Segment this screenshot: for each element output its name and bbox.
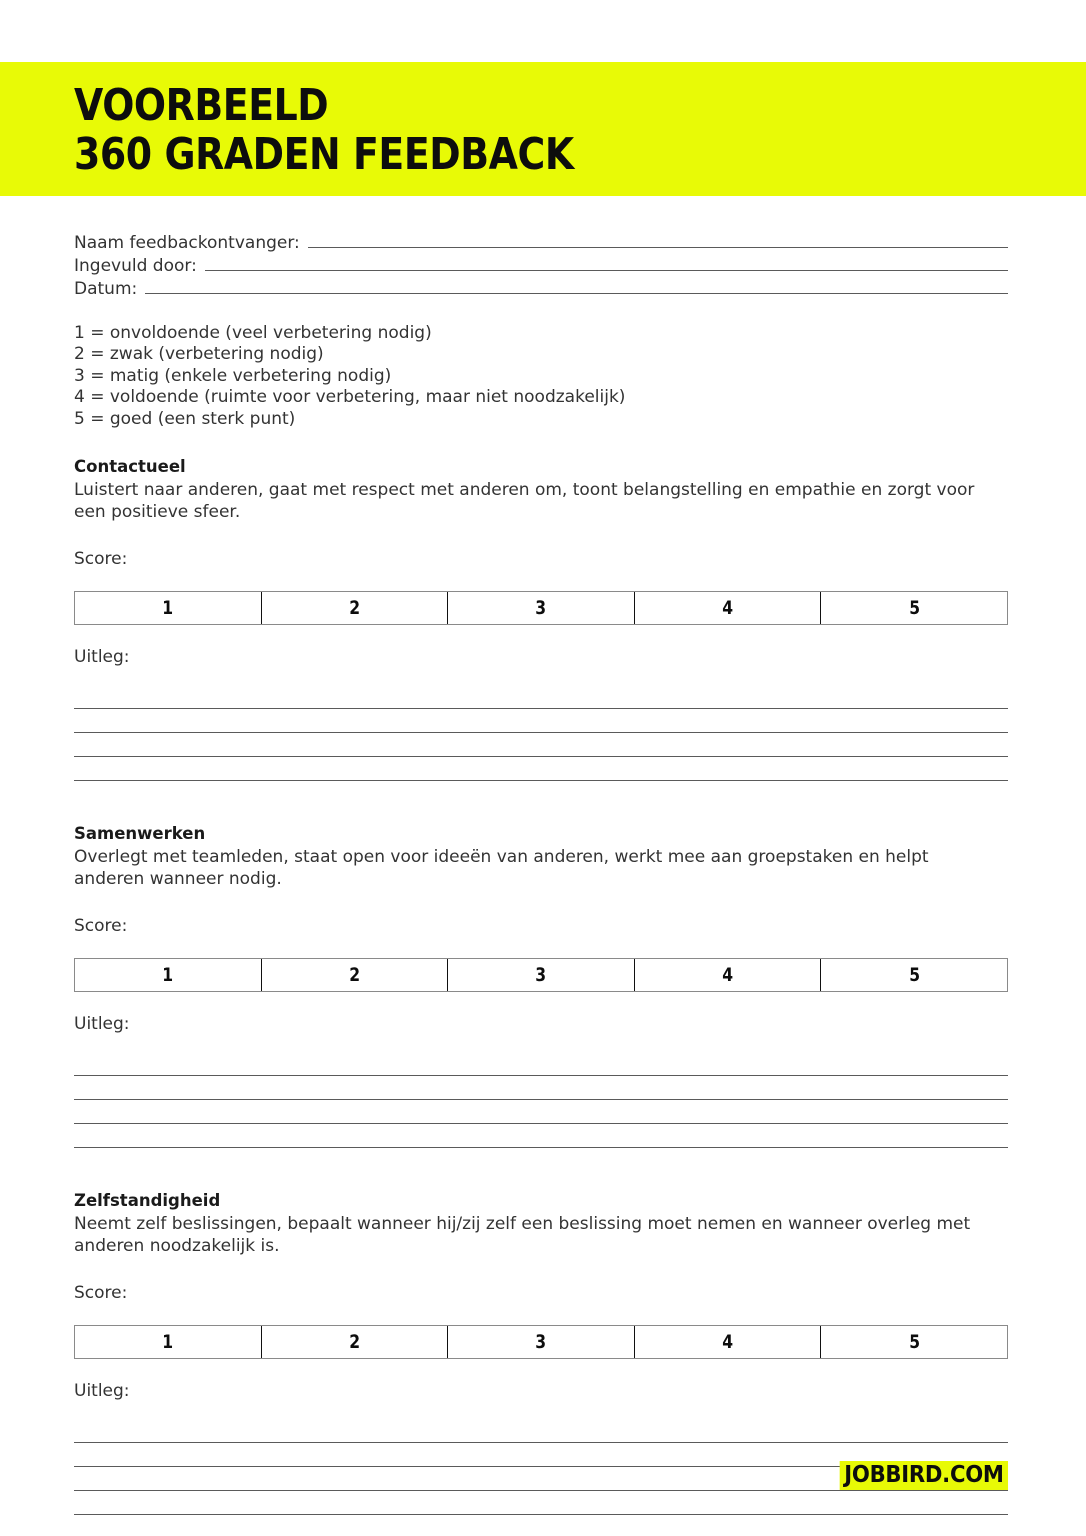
write-line[interactable] <box>74 709 1008 733</box>
score-option-3-samenwerken[interactable] <box>448 959 635 991</box>
score-option-label: 4 <box>722 964 733 987</box>
uitleg-label-samenwerken: Uitleg: <box>74 1014 130 1035</box>
score-option-label: 3 <box>535 1331 547 1354</box>
legend-item-5: 5 = goed (een sterk punt) <box>74 408 296 429</box>
score-option-label: 3 <box>535 597 547 620</box>
uitleg-label-contactueel: Uitleg: <box>74 647 130 668</box>
rating-scale-legend <box>74 323 1008 431</box>
score-option-label: 4 <box>722 597 733 620</box>
score-option-1-zelfstandigheid[interactable] <box>75 1326 262 1358</box>
competency-section-samenwerken <box>74 823 1008 1148</box>
score-option-2-zelfstandigheid[interactable] <box>262 1326 449 1358</box>
score-option-label: 3 <box>535 964 547 987</box>
score-option-4-contactueel[interactable] <box>635 592 822 624</box>
write-line[interactable] <box>74 1076 1008 1100</box>
jobbird-logo[interactable]: JOBBIRD.COM <box>839 1461 1008 1490</box>
field-input-ingevuld-door[interactable] <box>205 270 1008 271</box>
score-option-5-zelfstandigheid[interactable] <box>821 1326 1007 1358</box>
score-option-label: 2 <box>348 1331 360 1354</box>
write-line[interactable] <box>74 685 1008 709</box>
field-input-datum[interactable] <box>145 293 1008 294</box>
section-description-contactueel: Luistert naar anderen, gaat met respect met anderen om, toont belangstelling en empathie en zorgt voor een positieve sfeer. <box>74 480 975 523</box>
score-option-label: 2 <box>348 964 360 987</box>
write-line[interactable] <box>74 1491 1008 1515</box>
field-label-ingevuld-door: Ingevuld door: <box>74 255 197 276</box>
score-option-2-contactueel[interactable] <box>262 592 449 624</box>
header-banner <box>0 62 1086 196</box>
score-option-3-zelfstandigheid[interactable] <box>448 1326 635 1358</box>
write-line[interactable] <box>74 757 1008 781</box>
score-option-4-zelfstandigheid[interactable] <box>635 1326 822 1358</box>
section-description-samenwerken: Overlegt met teamleden, staat open voor ideeën van anderen, werkt mee aan groepstaken en helpt anderen wanneer nodig. <box>74 847 929 890</box>
score-table-contactueel <box>74 591 1008 625</box>
recipient-meta-fields <box>74 230 1008 299</box>
section-title-samenwerken: Samenwerken <box>74 824 206 844</box>
score-table-samenwerken <box>74 958 1008 992</box>
score-option-1-samenwerken[interactable] <box>75 959 262 991</box>
score-option-1-contactueel[interactable] <box>75 592 262 624</box>
write-line[interactable] <box>74 1100 1008 1124</box>
uitleg-label-zelfstandigheid: Uitleg: <box>74 1381 130 1402</box>
field-row-naam <box>74 230 1008 253</box>
legend-item-1: 1 = onvoldoende (veel verbetering nodig) <box>74 322 432 343</box>
score-option-5-contactueel[interactable] <box>821 592 1007 624</box>
write-line[interactable] <box>74 1419 1008 1443</box>
score-option-label: 4 <box>722 1331 733 1354</box>
document-body <box>0 230 1086 1516</box>
page-top-margin <box>0 0 1086 62</box>
section-title-zelfstandigheid: Zelfstandigheid <box>74 1191 221 1211</box>
section-title-contactueel: Contactueel <box>74 457 186 477</box>
field-row-ingevuld-door <box>74 253 1008 276</box>
field-input-naam[interactable] <box>308 247 1008 248</box>
score-option-2-samenwerken[interactable] <box>262 959 449 991</box>
score-option-5-samenwerken[interactable] <box>821 959 1007 991</box>
field-label-naam: Naam feedbackontvanger: <box>74 232 300 253</box>
score-option-label: 1 <box>162 1331 174 1354</box>
field-label-datum: Datum: <box>74 278 138 299</box>
legend-item-2: 2 = zwak (verbetering nodig) <box>74 344 324 365</box>
write-line[interactable] <box>74 1052 1008 1076</box>
page-title-line-2: 360 GRADEN FEEDBACK <box>74 128 574 180</box>
score-table-zelfstandigheid <box>74 1325 1008 1359</box>
section-description-zelfstandigheid: Neemt zelf beslissingen, bepaalt wanneer hij/zij zelf een beslissing moet nemen en wanneer overleg met anderen noodzakelijk is. <box>74 1214 971 1257</box>
competency-section-contactueel <box>74 456 1008 781</box>
score-option-4-samenwerken[interactable] <box>635 959 822 991</box>
legend-item-4: 4 = voldoende (ruimte voor verbetering, maar niet noodzakelijk) <box>74 387 626 408</box>
score-option-label: 5 <box>908 964 920 987</box>
legend-item-3: 3 = matig (enkele verbetering nodig) <box>74 365 392 386</box>
score-option-label: 5 <box>908 1331 920 1354</box>
score-option-label: 1 <box>162 597 174 620</box>
score-label-contactueel: Score: <box>74 549 128 570</box>
uitleg-input-contactueel[interactable] <box>74 685 1008 781</box>
score-label-zelfstandigheid: Score: <box>74 1283 128 1304</box>
page-footer <box>825 1461 1008 1490</box>
page-title-line-1: VOORBEELD <box>74 80 329 131</box>
score-option-label: 5 <box>908 597 920 620</box>
field-row-datum <box>74 276 1008 299</box>
write-line[interactable] <box>74 733 1008 757</box>
write-line[interactable] <box>74 1124 1008 1148</box>
score-option-3-contactueel[interactable] <box>448 592 635 624</box>
score-option-label: 2 <box>348 597 360 620</box>
score-option-label: 1 <box>162 964 174 987</box>
score-label-samenwerken: Score: <box>74 916 128 937</box>
uitleg-input-samenwerken[interactable] <box>74 1052 1008 1148</box>
